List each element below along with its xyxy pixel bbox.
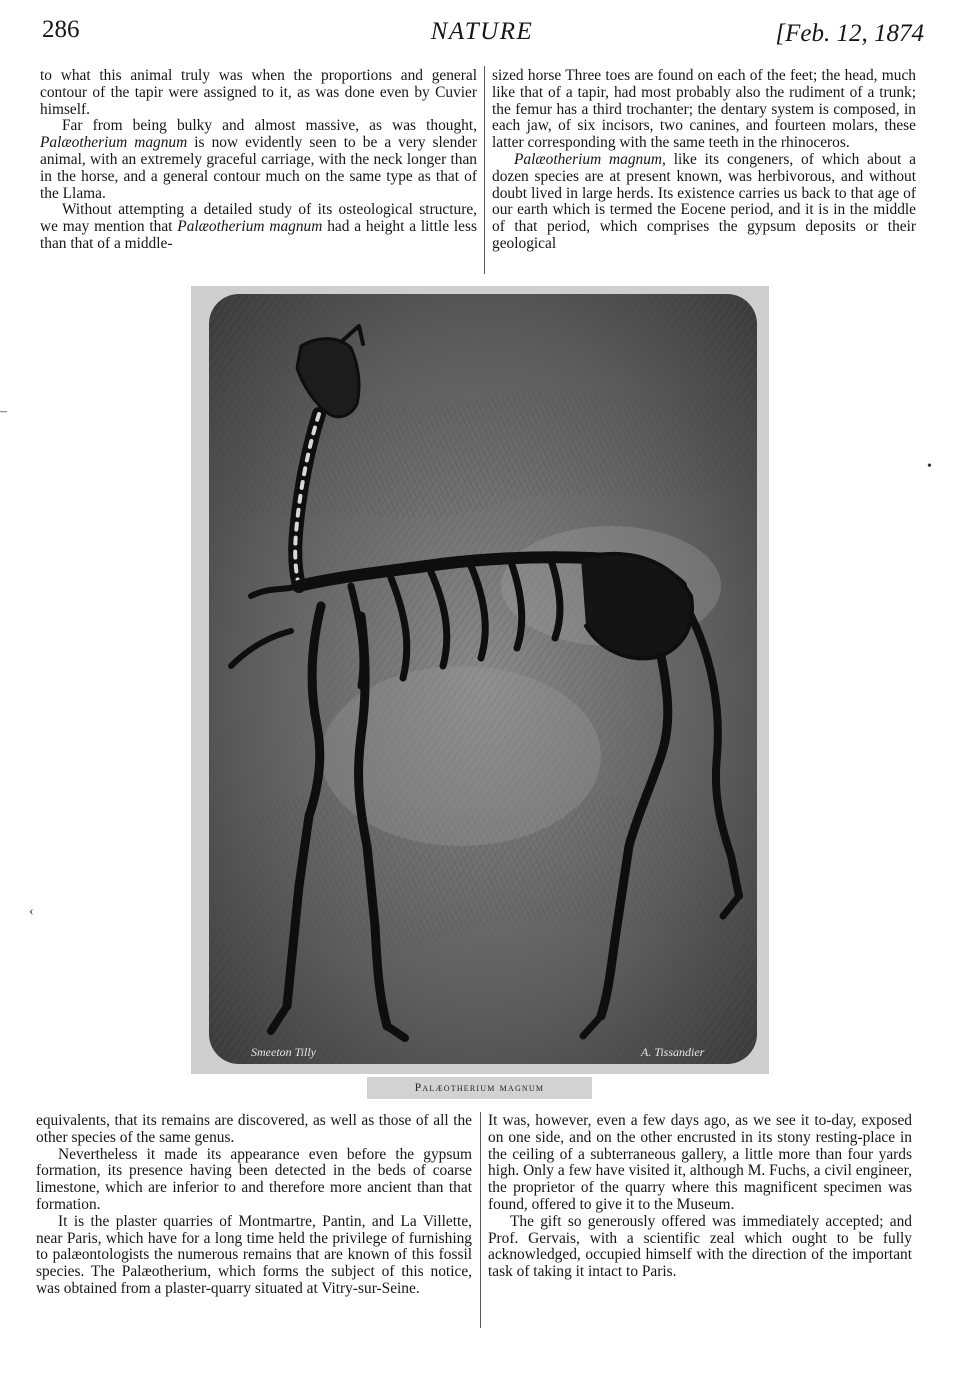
paragraph: Without attempting a detailed study of its osteological structure, we may mention that Palæotherium magnum had a height a little less than that of a middle- bbox=[40, 201, 477, 252]
paragraph: Far from being bulky and almost massive, as was thought, Palæotherium magnum is now evidently seen to be a very slender animal, with an extremely graceful carriage, with the neck longer than in the horse, and a general contour much on the same type as that of the Llama. bbox=[40, 117, 477, 202]
paragraph: Nevertheless it made its appearance even before the gypsum formation, its presence having been detected in the beds of coarse limestone, which are inferior to and therefore more ancient than that formation. bbox=[36, 1145, 472, 1213]
page-number: 286 bbox=[42, 16, 80, 43]
engraver-signature-right: A. Tissandier bbox=[641, 1045, 705, 1059]
margin-scan-mark: • bbox=[927, 459, 932, 474]
palaeotherium-skeleton-illustration bbox=[191, 286, 769, 1074]
paragraph: It is the plaster quarries of Montmartre, Pantin, and La Villette, near Paris, which have for a long time held the privilege of furnishing to palæontologists the numerous remains that are known of this fossil species. The Palæotherium, which forms the subject of this notice, was obtained from a plaster-quarry situated at Vitry-sur-Seine. bbox=[36, 1212, 472, 1297]
text-column-top-left bbox=[40, 68, 477, 253]
species-name: Palæotherium magnum bbox=[40, 134, 188, 152]
text-column-bottom-left bbox=[36, 1113, 472, 1298]
text-column-top-right bbox=[492, 68, 916, 253]
text-column-bottom-right bbox=[488, 1113, 912, 1281]
paragraph: sized horse Three toes are found on each of the feet; the head, much like that of a tapir, had most probably also the rudiment of a trunk; the femur has a third trochanter; the dentary system is composed, in each jaw, of six incisors, two canines, and fourteen molars, these latter corresponding with the same teeth in the rhinoceros. bbox=[492, 67, 916, 152]
margin-scan-mark: – bbox=[0, 404, 7, 419]
page-header bbox=[40, 14, 924, 50]
engraver-signature-left: Smeeton Tilly bbox=[251, 1045, 316, 1059]
journal-title: NATURE bbox=[430, 18, 534, 45]
species-name: Palæotherium magnum bbox=[177, 218, 323, 236]
paragraph: The gift so generously offered was immediately accepted; and Prof. Gervais, with a scientific zeal which ought to be fully acknowledged, occupied himself with the direction of the important task of taking it intact to Paris. bbox=[488, 1212, 912, 1281]
column-divider-top bbox=[484, 66, 485, 274]
column-divider-bottom bbox=[480, 1112, 481, 1328]
paragraph: Palæotherium magnum, like its congeners, of which about a dozen species are at present known, was herbivorous, and without doubt lived in large herds. Its existence carries us back to that age of our earth which is termed the Eocene period, and it is in the middle of that period, which comprises the gypsum deposits or their geological bbox=[492, 150, 916, 252]
margin-scan-mark: ‹ bbox=[29, 904, 34, 919]
issue-date: [Feb. 12, 1874 bbox=[775, 20, 924, 47]
fossil-engraving bbox=[191, 286, 769, 1074]
paragraph: to what this animal truly was when the proportions and general contour of the tapir were assigned to it, as was done even by Cuvier himself. bbox=[40, 67, 477, 118]
figure-caption: Palæotherium magnum bbox=[367, 1077, 592, 1099]
paragraph: It was, however, even a few days ago, as we see it to-day, exposed on one side, and on the other encrusted in its stony resting-place in the ceiling of a subterraneous gallery, a little more than four yards high. Only a few have visited it, although M. Fuchs, a civil engineer, the proprietor of the quarry where this magnificent specimen was found, offered to give it to the Museum. bbox=[488, 1112, 912, 1213]
species-name: Palæotherium magnum bbox=[514, 150, 663, 168]
paragraph: equivalents, that its remains are discovered, as well as those of all the other species of the same genus. bbox=[36, 1112, 472, 1146]
